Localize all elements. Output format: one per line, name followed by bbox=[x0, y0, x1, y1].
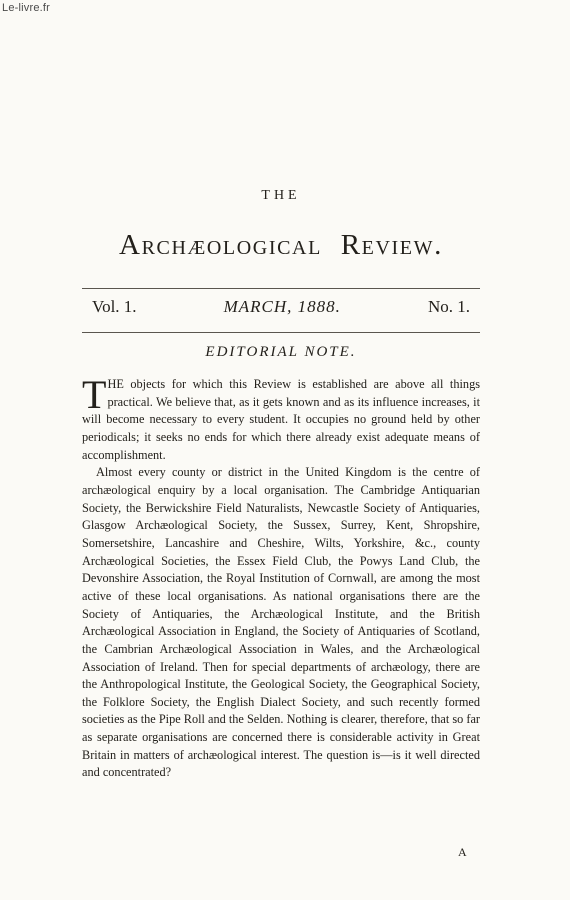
section-heading: EDITORIAL NOTE. bbox=[205, 344, 357, 360]
issue-line bbox=[92, 297, 470, 317]
paragraph-1 bbox=[82, 372, 480, 464]
paragraph-1-text: HE objects for which this Review is established are above all things practical. We believe that, as it gets known and as its influence increases, it will become necessary to every student. It occupies no ground held by other periodicals; it seeks no ends for which there already exist adequate means of accomplishment. bbox=[82, 377, 480, 462]
signature-mark: A bbox=[458, 845, 467, 859]
bottom-rule bbox=[82, 332, 480, 333]
masthead-the: THE bbox=[261, 188, 301, 203]
issue-date: MARCH, 1888. bbox=[223, 297, 341, 316]
article-body bbox=[82, 372, 481, 782]
issue-number: No. 1. bbox=[427, 297, 470, 316]
watermark: Le-livre.fr bbox=[2, 2, 51, 14]
drop-cap: T bbox=[82, 372, 107, 417]
journal-title: Archæological Review. bbox=[119, 229, 443, 261]
top-rule bbox=[82, 288, 480, 289]
paragraph-2: Almost every county or district in the United Kingdom is the centre of archæological enquiry by a local organisation. The Cambridge Antiquarian Society, the Berwickshire Field Naturalists, Newcastle Society of Antiquaries, Glasgow Archæological Society, the Sussex, Surrey, Kent, Shropshire, Somersetshire, Lancashire and Cheshire, Wilts, Yorkshire, &c., county Archæological Societies, the Essex Field Club, the Powys Land Club, the Devonshire Association, the Royal Institution of Cornwall, are among the most active of these local organisations. As national organisations there are the Society of Antiquaries, the Archæological Institute, and the British Archæological Association in England, the Society of Antiquaries of Scotland, the Cambrian Archæological Association in Wales, and the Archæological Association of Ireland. Then for special departments of archæology, there are the Anthropological Institute, the Geological Society, the Geographical Society, the Folklore Society, the English Dialect Society, and such recently formed societies as the Pipe Roll and the Selden. Nothing is clearer, therefore, that so far as separate organisations are concerned there is considerable activity in Great Britain in matters of archæological interest. The question is—is it well directed and concentrated? bbox=[82, 465, 481, 780]
volume-number: Vol. 1. bbox=[92, 297, 137, 316]
